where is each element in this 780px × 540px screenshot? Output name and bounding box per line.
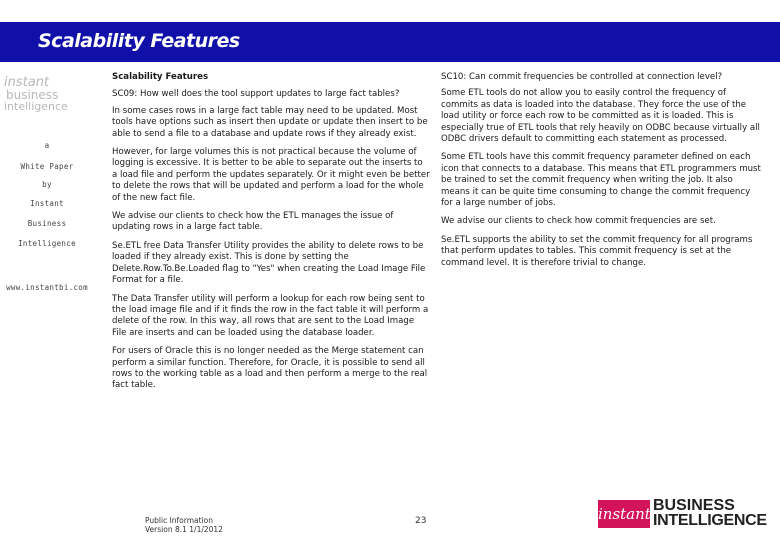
sidebar-label-instant: Instant	[30, 199, 64, 208]
logo-word-intelligence: intelligence	[4, 100, 68, 113]
sidebar-label-by: by	[42, 180, 52, 189]
paragraph: For users of Oracle this is no longer needed as the Merge statement can perform a similar function. Therefore, for Oracle, it is possible to send all rows to the working table as a load and then perform a merge to the real fact table.	[112, 346, 428, 391]
footer-logo-business: BUSINESS	[653, 497, 735, 514]
paragraph: We advise our clients to check how commit frequencies are set.	[441, 216, 716, 227]
paragraph: Se.ETL free Data Transfer Utility provides the ability to delete rows to be loaded if they already exist. This is done by setting the Delete.Row.To.Be.Loaded flag to "Yes" when creating the Load Image File Format for a file.	[112, 240, 426, 286]
header-banner	[0, 0, 780, 65]
page-number: 23	[415, 516, 427, 526]
question-sc10: SC10: Can commit frequencies be controlled at connection level?	[441, 72, 723, 82]
sidebar	[0, 66, 100, 296]
page-title: Scalability Features	[38, 30, 240, 52]
paragraph: Se.ETL supports the ability to set the commit frequency for all programs that perform updates to tables. This commit frequency is set at the command level. It is therefore trivial to change.	[441, 234, 753, 268]
footer-info	[145, 516, 223, 534]
paragraph: Some ETL tools have this commit frequency parameter defined on each icon that connects to a database. This means that ETL programmers must be trained to set the commit frequency when writing the job. It also means it can be quite time consuming to change the commit frequency for a large number of jobs.	[441, 152, 761, 209]
paragraph: However, for large volumes this is not practical because the volume of logging is excessive. It is better to be able to separate out the inserts to a load file and perform the updates separately. Or it might even be better to delete the rows that will be updated and perform a load for the whole of the new fact file.	[112, 147, 430, 203]
sidebar-label-a: a	[44, 141, 50, 150]
paragraph: The Data Transfer utility will perform a lookup for each row being sent to the load image file and if it finds the row in the fact table it will perform a delete of the row. In this way, all rows that are sent to the Load Image File are inserts and can be loaded using the database loader.	[112, 293, 429, 338]
sidebar-website-link[interactable]: www.instantbi.com	[6, 283, 88, 292]
company-logo	[4, 76, 90, 113]
logo-word-business: business	[6, 88, 59, 102]
question-sc09: SC09: How well does the tool support updates to large fact tables?	[112, 89, 400, 100]
footer-logo-intelligence: INTELLIGENCE	[653, 512, 767, 529]
footer-logo	[598, 498, 776, 532]
logo-word-instant: instant	[4, 75, 50, 90]
footer-version: Version 8.1 1/1/2012	[145, 525, 223, 534]
section-heading: Scalability Features	[112, 72, 209, 82]
sidebar-label-intelligence: Intelligence	[18, 239, 76, 248]
paragraph: In some cases rows in a large fact table may need to be updated. Most tools have options such as insert then update or update then insert to be able to send a file to a database and update rows if they already exist.	[112, 105, 428, 139]
sidebar-label-white-paper: White Paper	[20, 162, 74, 171]
left-column	[112, 72, 430, 399]
sidebar-label-business: Business	[27, 219, 67, 228]
paragraph: Some ETL tools do not allow you to easily control the frequency of commits as data is loaded into the database. They force the use of the load utility or force each row to be committed as it is loaded. This is especially true of ETL tools that rely heavily on ODBC because virtually all ODBC drivers default to committing each statement as processed.	[441, 88, 760, 145]
footer-classification: Public Information	[145, 516, 213, 525]
paragraph: We advise our clients to check how the ETL manages the issue of updating rows in a large fact table.	[112, 211, 394, 233]
right-column	[441, 72, 764, 276]
footer-logo-instant: instant	[598, 500, 650, 528]
